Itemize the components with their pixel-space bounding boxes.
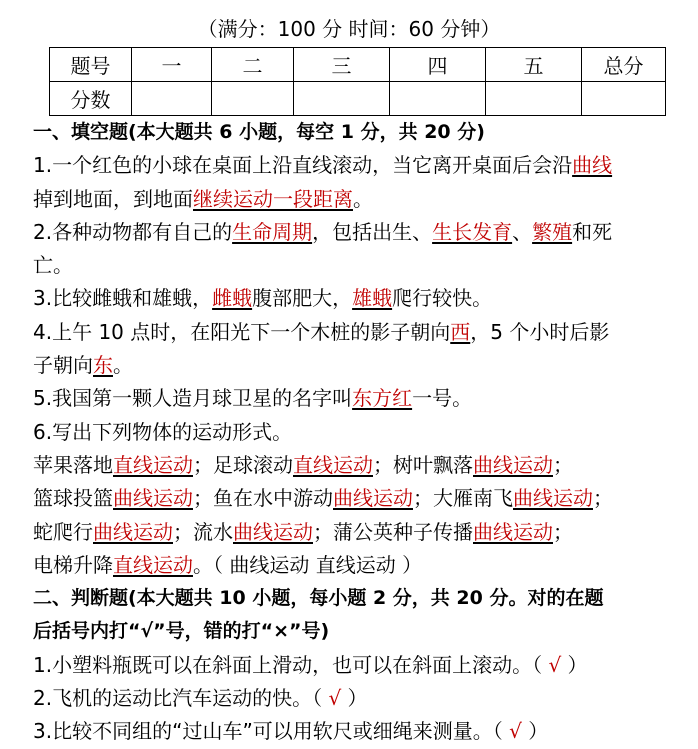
question-text: 电梯升降 xyxy=(33,552,113,577)
question-text: 1.一个红色的小球在桌面上沿直线滚动，当它离开桌面后会沿 xyxy=(33,153,573,178)
question-text: 和死 xyxy=(572,219,613,244)
answer-text: 曲线运动 xyxy=(233,519,313,544)
score-entry-cell[interactable] xyxy=(486,82,582,116)
question-text: 。（ 曲线运动 直线运动 ） xyxy=(193,552,423,577)
question-text: 苹果落地 xyxy=(33,452,113,477)
answer-text: 曲线运动 xyxy=(513,486,593,511)
score-entry-cell[interactable] xyxy=(294,82,390,116)
question-text: 爬行较快。 xyxy=(392,286,493,311)
question-text: ； xyxy=(553,519,573,544)
answer-text: 曲线运动 xyxy=(473,452,553,477)
section2-title-line-1: 二、判断题(本大题共 10 小题，每小题 2 分，共 20 分。对的在题 xyxy=(33,587,604,610)
score-table-cell: 题号 xyxy=(50,48,132,82)
question-text: ，5 个小时后影 xyxy=(470,319,610,344)
question-text: 5.我国第一颗人造月球卫星的名字叫 xyxy=(33,386,353,411)
question-text: ；树叶飘落 xyxy=(373,452,473,477)
score-table-cell: 分数 xyxy=(50,82,132,116)
judge-question-2 xyxy=(33,682,683,715)
question-6: 6.写出下列物体的运动形式。 xyxy=(33,419,293,444)
exam-content xyxy=(33,116,683,749)
question-text: 、 xyxy=(512,219,533,244)
question-text: 2.各种动物都有自己的 xyxy=(33,219,233,244)
question-text: ； xyxy=(553,452,573,477)
motion-row-1 xyxy=(33,449,683,482)
question-text: 一号。 xyxy=(412,386,473,411)
question-text: 4.上午 10 点时，在阳光下一个木桩的影子朝向 xyxy=(33,319,451,344)
section1-title: 一、填空题(本大题共 6 小题，每空 1 分，共 20 分) xyxy=(33,121,485,143)
question-text: 3.比较不同组的“过山车”可以用软尺或细绳来测量。（ xyxy=(33,719,510,744)
question-5 xyxy=(33,382,683,415)
question-text: ，包括出生、 xyxy=(312,219,433,244)
answer-text: 东 xyxy=(93,353,113,378)
question-text: ；大雁南飞 xyxy=(413,486,513,511)
score-entry-cell[interactable] xyxy=(132,82,212,116)
answer-text: 繁殖 xyxy=(532,219,573,244)
section2-title-line-2: 后括号内打“√”号，错的打“×”号) xyxy=(33,620,330,643)
question-1-line-2 xyxy=(33,183,683,216)
answer-text: 曲线 xyxy=(572,153,613,178)
score-table-score-row xyxy=(50,82,666,116)
score-entry-cell[interactable] xyxy=(390,82,486,116)
answer-text: 生命周期 xyxy=(232,219,313,244)
score-table xyxy=(49,47,666,116)
motion-row-2 xyxy=(33,482,683,515)
question-text: 。 xyxy=(113,353,133,378)
answer-text: 曲线运动 xyxy=(333,486,413,511)
score-table-cell: 二 xyxy=(212,48,294,82)
score-table-cell: 三 xyxy=(294,48,390,82)
answer-text: 直线运动 xyxy=(293,452,373,477)
question-text: ； xyxy=(593,486,613,511)
answer-text: 曲线运动 xyxy=(113,486,193,511)
question-text: 。 xyxy=(353,186,373,211)
answer-text: 曲线运动 xyxy=(93,519,173,544)
motion-row-4 xyxy=(33,549,683,582)
question-text: 亡。 xyxy=(33,253,73,278)
answer-text: 雌蛾 xyxy=(212,286,253,311)
check-mark: √ xyxy=(548,652,562,677)
question-text: 腹部肥大， xyxy=(252,286,353,311)
question-text: ；蒲公英种子传播 xyxy=(313,519,473,544)
question-3 xyxy=(33,282,683,315)
answer-text: 直线运动 xyxy=(113,452,193,477)
score-table-cell: 一 xyxy=(132,48,212,82)
question-1-line-1 xyxy=(33,149,683,182)
score-table-cell: 五 xyxy=(486,48,582,82)
question-text: ；流水 xyxy=(173,519,233,544)
score-entry-cell[interactable] xyxy=(212,82,294,116)
cropped-title-remnant xyxy=(60,0,638,2)
question-text: ；足球滚动 xyxy=(193,452,293,477)
check-mark: √ xyxy=(328,686,342,711)
answer-text: 雄蛾 xyxy=(352,286,393,311)
judge-question-3 xyxy=(33,715,683,748)
answer-text: 生长发育 xyxy=(432,219,513,244)
score-time-line: （满分：100 分 时间：60 分钟） xyxy=(197,17,501,41)
answer-text: 曲线运动 xyxy=(473,519,553,544)
answer-text: 直线运动 xyxy=(113,552,193,577)
answer-text: 东方红 xyxy=(352,386,413,411)
score-table-header-row xyxy=(50,48,666,82)
question-text: 2.飞机的运动比汽车运动的快。（ xyxy=(33,686,329,711)
score-table-cell: 总分 xyxy=(582,48,666,82)
question-text: 1.小塑料瓶既可以在斜面上滑动，也可以在斜面上滚动。（ xyxy=(33,652,549,677)
judge-question-1 xyxy=(33,649,683,682)
score-table-cell: 四 xyxy=(390,48,486,82)
answer-text: 继续运动一段距离 xyxy=(193,186,353,211)
question-text: 蛇爬行 xyxy=(33,519,93,544)
question-text: ） xyxy=(521,719,549,744)
check-mark: √ xyxy=(509,719,522,744)
question-text: 掉到地面，到地面 xyxy=(33,186,193,211)
question-4-line-1 xyxy=(33,316,683,349)
question-text: 3.比较雌蛾和雄蛾， xyxy=(33,286,213,311)
question-text: 子朝向 xyxy=(33,353,93,378)
score-entry-cell[interactable] xyxy=(582,82,666,116)
question-4-line-2 xyxy=(33,349,683,382)
question-text: ） xyxy=(341,686,368,711)
question-text: 篮球投篮 xyxy=(33,486,113,511)
question-text: ；鱼在水中游动 xyxy=(193,486,333,511)
question-2-line-1 xyxy=(33,216,683,249)
answer-text: 西 xyxy=(450,319,471,344)
question-text: ） xyxy=(561,652,588,677)
motion-row-3 xyxy=(33,516,683,549)
question-2-line-2 xyxy=(33,249,683,282)
